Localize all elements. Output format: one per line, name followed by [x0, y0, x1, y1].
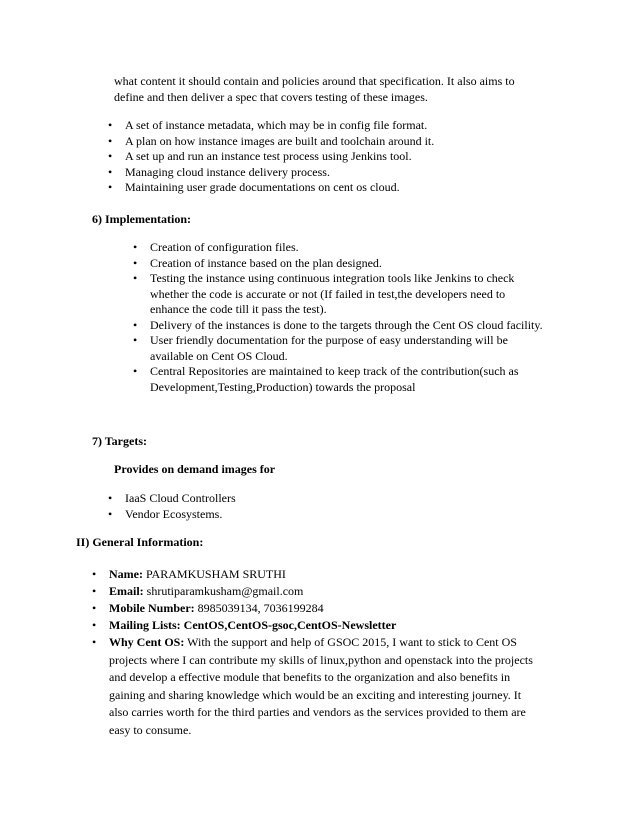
section-heading-general-information: II) General Information: [76, 535, 204, 549]
list-item: • Creation of instance based on the plan designed. [133, 255, 382, 270]
bullet-icon: • [92, 601, 97, 615]
list-item: • Testing the instance using continuous integration tools like Jenkins to check whether the code is accurate or not (If failed in test,the developers need to enhance the code till it pass the test). [133, 271, 515, 316]
list-item: • A set up and run an instance test process using Jenkins tool. [108, 149, 412, 163]
info-why-centos: • Why Cent OS: With the support and help of GSOC 2015, I want to stick to Cent OS projects where I can contribute my skills of linux,python and openstack into the projects and develop a effective module that benefits to the organization and also benefits in gaining and sharing knowledge which would be an exciting and interesting journey. It also carries worth for the third parties and vendors as the services provided to them are easy to consume. [92, 635, 533, 737]
section-heading-implementation: 6) Implementation: [92, 212, 191, 226]
list-item: • User friendly documentation for the purpose of easy understanding will be available on Cent OS Cloud. [133, 333, 508, 363]
info-email: • Email: shrutiparamkusham@gmail.com [92, 584, 304, 598]
list-item: • A set of instance metadata, which may be in config file format. [108, 118, 428, 132]
bullet-icon: • [92, 618, 97, 632]
list-item: • Maintaining user grade documentations on cent os cloud. [108, 180, 400, 194]
intro-line-1: what content it should contain and policies around that specification. It also aims to [114, 74, 515, 88]
list-item: • IaaS Cloud Controllers [108, 491, 236, 505]
bullet-icon: • [133, 364, 138, 378]
general-information-list [92, 566, 572, 739]
bullet-icon: • [108, 491, 113, 505]
section-heading-targets: 7) Targets: [92, 434, 147, 448]
bullet-icon: • [108, 164, 113, 179]
bullet-icon: • [92, 635, 97, 649]
list-item: • Vendor Ecosystems. [108, 506, 223, 521]
bullet-icon: • [133, 317, 138, 332]
list-item: • A plan on how instance images are built and toolchain around it. [108, 133, 435, 148]
bullet-icon: • [92, 584, 97, 598]
bullet-icon: • [133, 255, 138, 270]
list-item: • Managing cloud instance delivery process. [108, 164, 330, 179]
info-name: • Name: PARAMKUSHAM SRUTHI [92, 567, 286, 581]
bullet-icon: • [108, 180, 113, 194]
info-mobile: • Mobile Number: 8985039134, 7036199284 [92, 601, 324, 615]
bullet-icon: • [92, 567, 97, 581]
targets-subheading: Provides on demand images for [114, 462, 276, 476]
bullet-icon: • [133, 240, 138, 254]
bullet-icon: • [133, 271, 138, 285]
info-mailing-lists: • Mailing Lists: CentOS,CentOS-gsoc,CentOS-Newsletter [92, 618, 397, 632]
bullet-icon: • [108, 149, 113, 163]
list-item: • Creation of configuration files. [133, 240, 299, 254]
intro-line-2: define and then deliver a spec that covers testing of these images. [114, 90, 428, 104]
list-item: • Central Repositories are maintained to keep track of the contribution(such as Development,Testing,Production) towards the proposal [133, 364, 519, 394]
bullet-icon: • [108, 118, 113, 132]
implementation-list [133, 240, 593, 395]
bullet-icon: • [108, 506, 113, 521]
targets-list [108, 491, 508, 522]
list-item: • Delivery of the instances is done to the targets through the Cent OS cloud facility. [133, 317, 543, 332]
metadata-list [108, 118, 588, 196]
bullet-icon: • [108, 133, 113, 148]
bullet-icon: • [133, 333, 138, 347]
